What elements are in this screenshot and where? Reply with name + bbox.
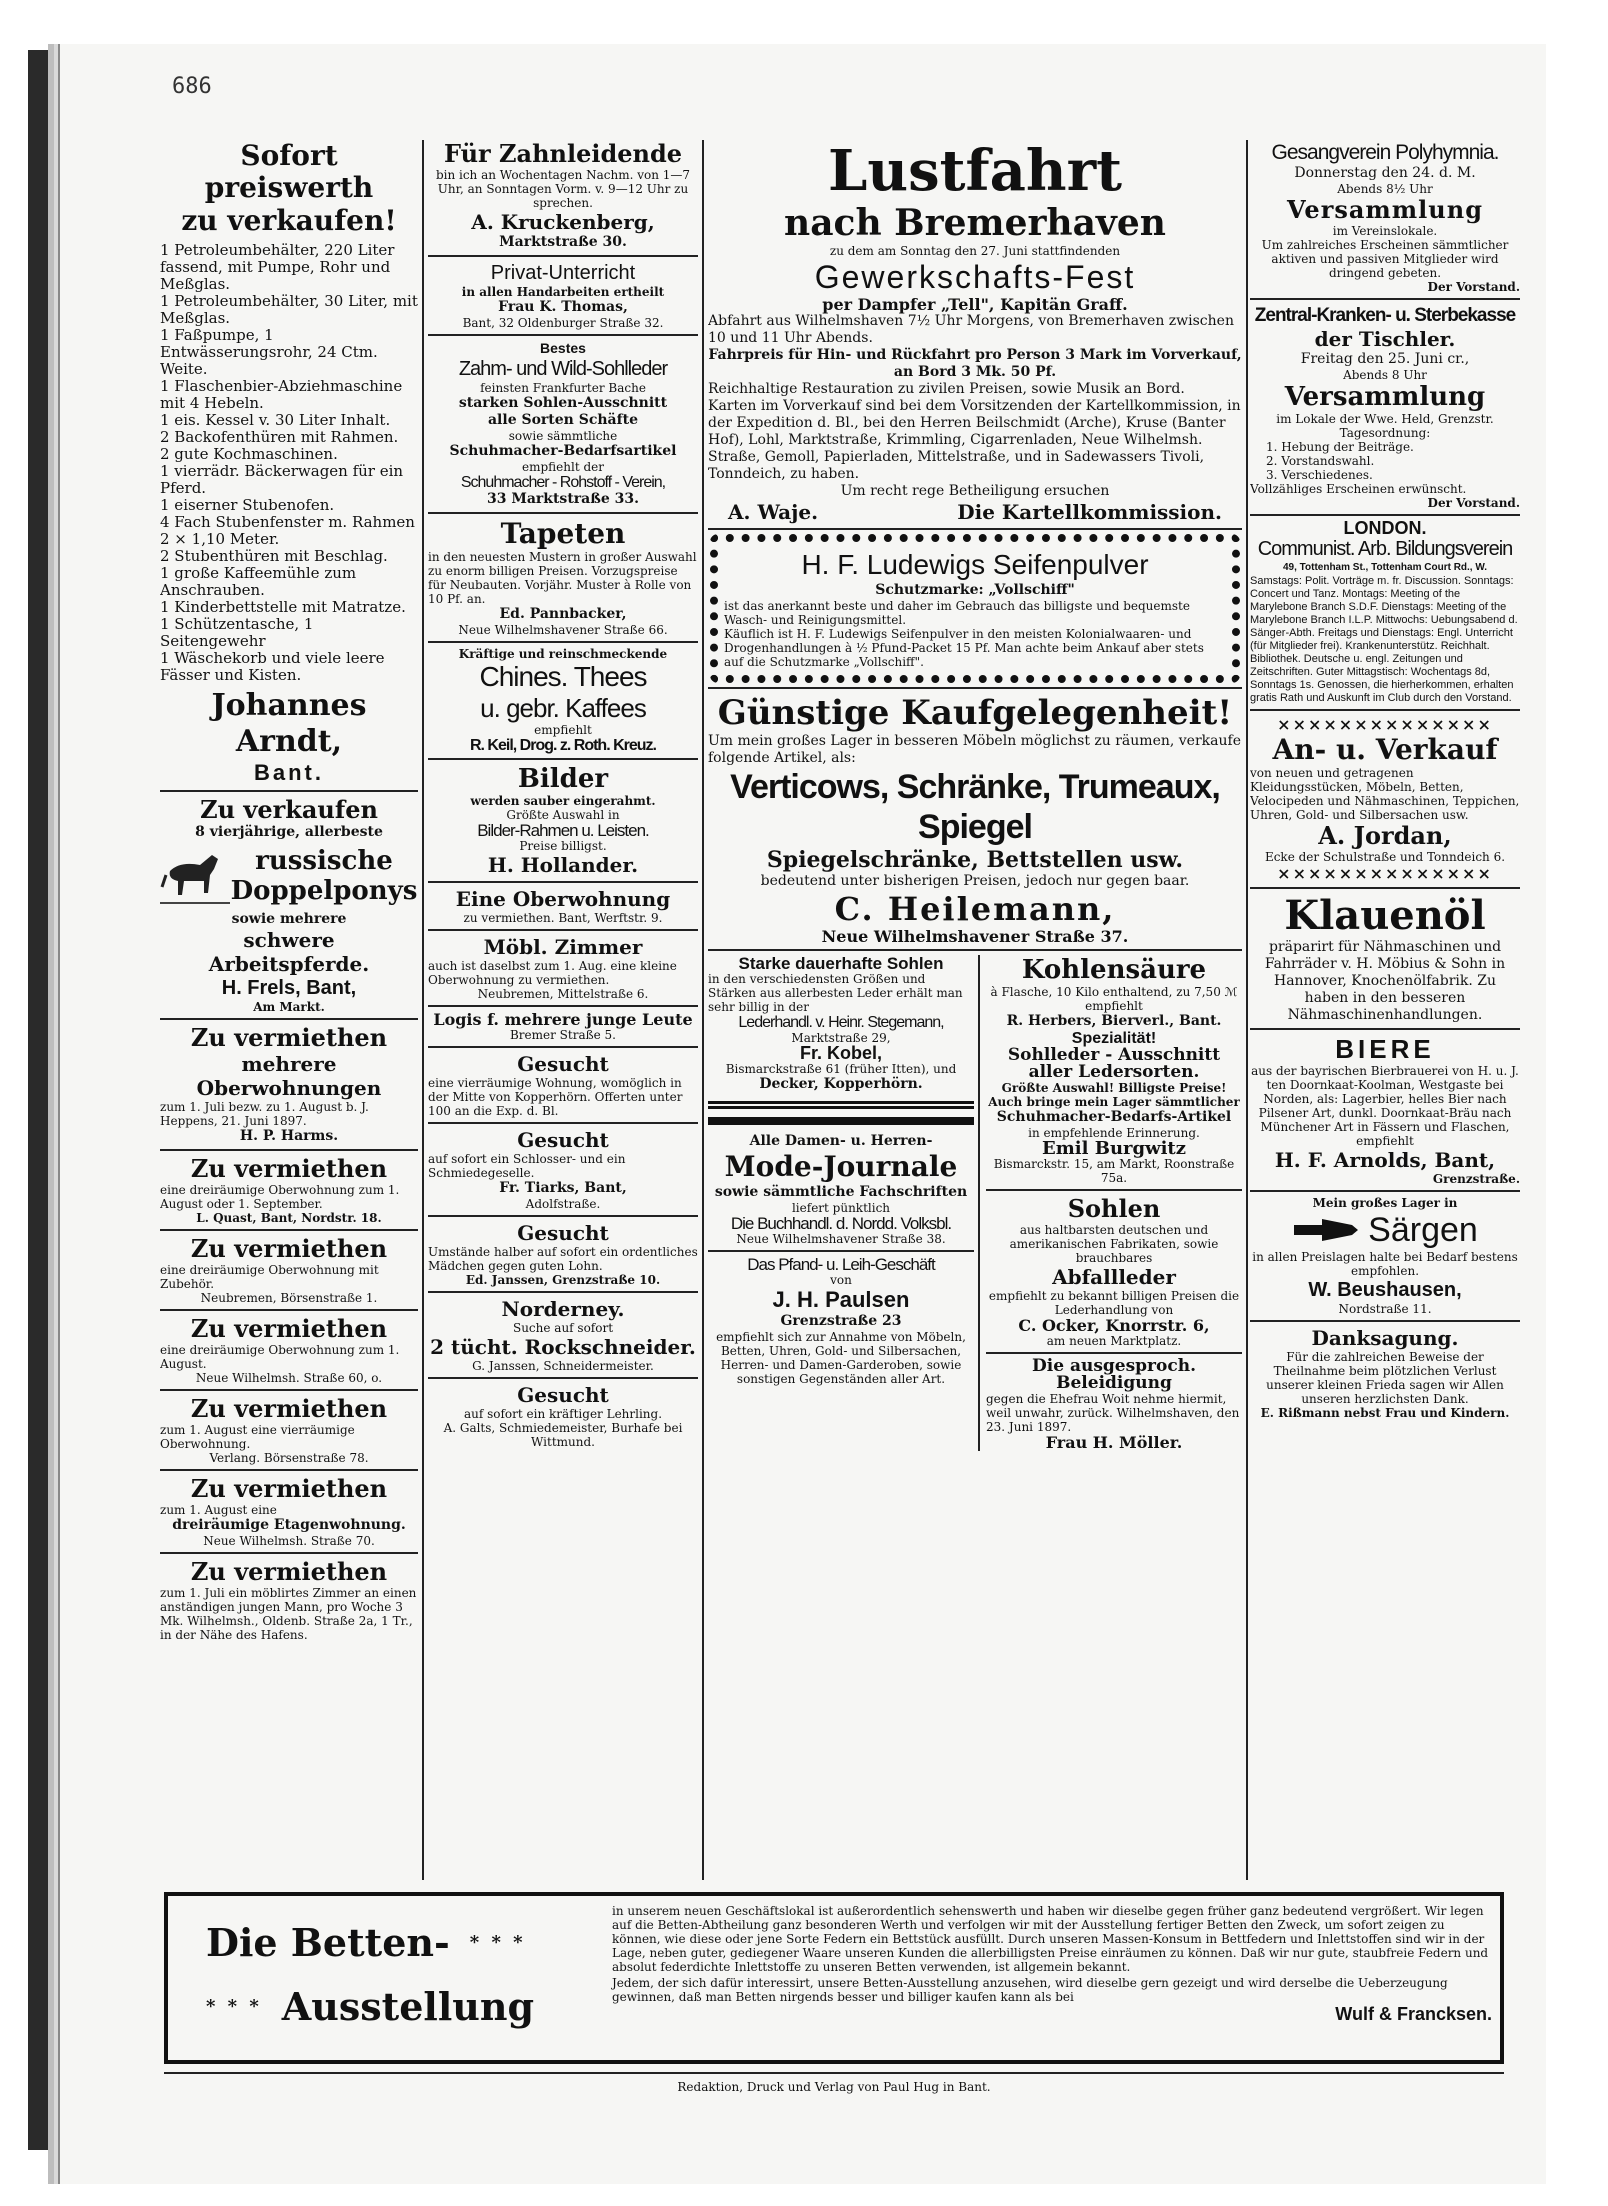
ad-heading: Kohlensäure (1021, 955, 1207, 985)
ad-signer: C. Heilemann, (834, 890, 1116, 928)
footer-ad-title: Ausstellung (281, 1984, 535, 2029)
footer-ad-title-block (176, 1904, 606, 2052)
ad-signer: Ed. Janssen, Grenzstraße 10. (465, 1273, 661, 1287)
ad-text: Grenzstraße 23 (780, 1313, 902, 1329)
ad-text: Um mein großes Lager in besseren Möbeln möglichst zu räumen, verkaufe folgende Artikel, als: (708, 733, 1241, 766)
list-item: 1 große Kaffeemühle zum Anschrauben. (160, 564, 357, 599)
ad-addr: Bremer Straße 5. (509, 1028, 616, 1042)
divider-bar (708, 1101, 974, 1109)
ad-text: Vollzähliges Erscheinen erwünscht. (1250, 482, 1467, 496)
list-item: 1 eiserner Stubenofen. (160, 496, 335, 514)
ad-text: alle Sorten Schäfte (487, 412, 639, 428)
ad-text: von neuen und getragenen Kleidungsstücken, Möbeln, Betten, Velocipeden und Nähmaschinen, Teppichen, Uhren, Gold- und Silbersachen usw. (1250, 766, 1520, 822)
list-item: 1 Kinderbettstelle mit Matratze. (160, 598, 406, 616)
column-4 (1250, 140, 1520, 1880)
ad-signer: L. Quast, Bant, Nordstr. 18. (196, 1211, 382, 1225)
ad-subheading: nach Bremerhaven (784, 202, 1166, 244)
ad-text: Reichhaltige Restauration zu zivilen Preisen, sowie Musik an Bord. (708, 381, 1185, 397)
ad-text: empfiehlt zu bekannt billigen Preisen die Lederhandlung von (988, 1289, 1240, 1317)
ad-signer: Verlang. Börsenstraße 78. (209, 1451, 369, 1465)
ad-text: zum 1. Juli bezw. zu 1. August b. J. Heppens, 21. Juni 1897. (160, 1100, 369, 1128)
horse-icon (160, 841, 230, 911)
ad-text: Suche auf sofort (512, 1321, 614, 1335)
ad-text: aller Ledersorten. (1028, 1062, 1200, 1082)
ad-text: in unserem neuen Geschäftslokal ist außerordentlich sehenswerth und haben wir dieselbe gegen früher ganz bedeutend vergrößert. Wir legen auf die Betten-Abtheilung ganz besonderen Werth und verfolgen wir mit der Ausstellung fertiger Betten den Zweck, um sofort zeigen zu können, wie diese oder jene Sorte Federn ein Bettstück ausfüllt. Durch unseren Massen-Konsum in Bettfedern und Inlettstoffen sind wir in der Lage, neben guter, gediegener Waare unseren Kunden die allerbilligsten Preise einräumen zu können. Daß wir nur gute, staubfreie Federn und absolut federdichte Inlettstoffe zu unseren Betten verwenden, ist allgemein bekannt. (612, 1904, 1489, 1974)
ad-text: gegen die Ehefrau Woit nehme hiermit, weil unwahr, zurück. Wilhelmshaven, den 23. Juni 1897. (986, 1392, 1240, 1434)
ad-signer: H. P. Harms. (239, 1128, 339, 1144)
list-item: 1 eis. Kessel v. 30 Liter Inhalt. (160, 411, 391, 429)
ad-text: Größte Auswahl! Billigste Preise! (1001, 1081, 1227, 1095)
ad-signer: G. Janssen, Schneidermeister. (472, 1359, 654, 1373)
ad-title: Verticows, Schränke, Trumeaux, Spiegel (730, 768, 1220, 846)
ad-text: Schuhmacher-Bedarfs-Artikel (996, 1109, 1232, 1125)
imprint: Redaktion, Druck und Verlag von Paul Hug in Bant. (677, 2080, 991, 2094)
ad-text: eine dreiräumige Oberwohnung mit Zubehör. (160, 1263, 379, 1291)
ad-text: in allen Handarbeiten ertheilt (461, 285, 665, 299)
list-item: 1 Flaschenbier-Abziehmaschine mit 4 Hebeln. (160, 377, 403, 412)
pointing-hand-icon (1292, 1215, 1362, 1245)
ad-text: sowie sämmtliche (508, 429, 618, 443)
ad-pony-block (160, 841, 418, 911)
ad-text: Abends 8 Uhr (1343, 368, 1427, 382)
ad-addr: Marktstraße 30. (499, 234, 627, 250)
ad-addr: Neue Wilhelmshavener Straße 66. (458, 623, 668, 637)
ad-text: auch ist daselbst zum 1. Aug. eine kleine Oberwohnung zu vermiethen. (428, 959, 677, 987)
ad-addr: Nordstraße 11. (1338, 1302, 1432, 1316)
ad-title: Versammlung (1284, 382, 1486, 412)
ad-text: schwere Arbeitspferde. (208, 928, 370, 976)
ad-text: Neue Wilhelmshavener Straße 38. (736, 1232, 946, 1246)
ad-signer: Frau H. Möller. (1045, 1433, 1183, 1452)
ad-list-item: 2. Vorstandswahl. (1266, 454, 1375, 468)
ad-heading: Gesucht (517, 1383, 609, 1407)
ad-heading: Spezialität! (1071, 1030, 1157, 1047)
subcolumn-left (708, 955, 980, 1451)
ad-heading: Zu vermiethen (190, 1474, 388, 1503)
ad-title: Versammlung (1287, 195, 1483, 224)
ad-signer: E. Rißmann nebst Frau und Kindern. (1260, 1406, 1510, 1420)
ad-heading: Bestes (540, 340, 586, 356)
ad-text: Schutzmarke: „Vollschiff" (875, 582, 1075, 598)
ad-heading: Die ausgesproch. Beleidigung (1032, 1356, 1196, 1393)
list-item: 4 Fach Stubenfenster m. Rahmen 2 × 1,10 Meter. (160, 513, 415, 548)
ad-title: Zahm- und Wild-Sohlleder (458, 358, 668, 380)
ad-heading: BIERE (1335, 1034, 1435, 1064)
ad-text: empfiehlt sich zur Annahme von Möbeln, Betten, Uhren, Gold- und Silbersachen, Herren- und Damen-Garderoben, sowie sonstigen Gegenständen aller Art. (716, 1330, 966, 1386)
imprint-rule (164, 2072, 1504, 2074)
ad-text: Spiegelschränke, Bettstellen usw. (766, 847, 1184, 873)
ad-text: Decker, Kopperhörn. (759, 1076, 923, 1092)
ad-addr: Bant, 32 Oldenburger Straße 32. (462, 316, 664, 330)
ad-heading: Starke dauerhafte Sohlen (738, 954, 944, 973)
ad-text: Fahrpreis für Hin- und Rückfahrt pro Person 3 Mark im Vorverkauf, an Bord 3 Mk. 50 Pf. (708, 347, 1242, 380)
ad-signer: C. Ocker, Knorrstr. 6, (1018, 1316, 1210, 1335)
ad-title: Gewerkschafts-Fest (814, 259, 1136, 295)
ad-addr: Adolfstraße. (525, 1197, 601, 1211)
ad-text: präparirt für Nähmaschinen und Fahrräder v. H. Möbius & Sohn in Hannover, Knochenölfabrik. Zu haben in den besseren Nähmaschinenhandlungen. (1264, 939, 1506, 1023)
ad-text: Um zahlreiches Erscheinen sämmtlicher aktiven und passiven Mitglieder wird dringend gebeten. (1261, 238, 1509, 280)
ad-signer: Der Vorstand. (1427, 496, 1520, 510)
footer-ad (164, 1892, 1504, 2064)
ad-text: feinsten Frankfurter Bache (480, 381, 646, 395)
ad-heading: Bilder (517, 764, 609, 794)
decorative-border: ×××××××××××××× (1277, 715, 1493, 734)
subcolumn-right (980, 955, 1242, 1451)
ad-heading: Zu vermiethen (190, 1234, 388, 1263)
ad-heading: Das Pfand- u. Leih-Geschäft (747, 1255, 935, 1274)
ad-signer: H. Frels, Bant, (221, 977, 357, 999)
ad-text: Abfallleder (1052, 1265, 1176, 1289)
ad-text: in den verschiedensten Größen und Stärken aus allerbesten Leder erhält man sehr billig in der (708, 972, 963, 1014)
column-2 (428, 140, 698, 1880)
ad-text: sowie mehrere (231, 911, 347, 927)
list-item: 1 Faßpumpe, 1 Entwässerungsrohr, 24 Ctm. Weite. (160, 326, 378, 378)
ad-text: per Dampfer „Tell", Kapitän Graff. (822, 295, 1128, 314)
ad-heading: Gesangverein Polyhymnia. (1271, 141, 1499, 164)
ad-addr: 49, Tottenham St., Tottenham Court Rd., W. (1282, 562, 1488, 573)
ad-heading: Privat-Unterricht (490, 262, 636, 284)
ad-text: Donnerstag den 24. d. M. (1294, 165, 1476, 181)
list-item: 1 Wäschekorb und viele leere Fässer und Kisten. (160, 649, 385, 684)
column-1 (160, 140, 418, 1880)
ad-text: eine dreiräumige Oberwohnung zum 1. August. (160, 1343, 400, 1371)
ad-signer: A. Waje. (728, 500, 819, 524)
ad-text: zu vermiethen. Bant, Werftstr. 9. (463, 911, 663, 925)
ad-signer: Schuhmacher - Rohstoff - Verein, (460, 474, 666, 491)
decorative-stars: * * * (206, 1996, 262, 2017)
footer-ad-body (606, 1904, 1492, 2052)
ad-signer: Neubremen, Börsenstraße 1. (200, 1291, 378, 1305)
ad-signer: R. Keil, Drog. z. Roth. Kreuz. (469, 737, 656, 754)
ad-signer: Johannes Arndt, (211, 688, 367, 759)
ad-heading: Gesucht (517, 1128, 609, 1152)
ad-text: 8 vierjährige, allerbeste (195, 824, 383, 840)
list-item: 2 Backofenthüren mit Rahmen. (160, 428, 399, 446)
ad-text: werden sauber eingerahmt. (470, 794, 656, 808)
ad-signer: Wulf & Francksen. (1335, 2004, 1492, 2024)
ad-text: Mein großes Lager in (1312, 1196, 1458, 1210)
ad-text: à Flasche, 10 Kilo enthaltend, zu 7,50 ℳ empfiehlt (990, 985, 1238, 1013)
decorative-stars: * * * (469, 1932, 526, 1953)
column-rule (1246, 140, 1248, 1880)
ad-heading: Für Zahnleidende (443, 140, 683, 168)
ad-text: russische (255, 846, 393, 876)
ad-addr: 33 Marktstraße 33. (486, 491, 640, 507)
ad-text: Alle Damen- u. Herren- (749, 1133, 933, 1149)
ad-heading: Zentral-Kranken- u. Sterbekasse (1254, 305, 1516, 326)
ad-addr: Neubremen, Mittelstraße 6. (477, 987, 649, 1001)
ad-text: zu dem am Sonntag den 27. Juni stattfindenden (829, 244, 1121, 258)
ad-text: Freitag den 25. Juni cr., (1300, 351, 1470, 367)
column-rule (702, 140, 704, 1880)
ad-text: aus der bayrischen Bierbrauerei von H. u. J. ten Doornkaat-Koolman, Westgaste bei Norden, als: Lagerbier, helles Bier nach Pilsener Art, dunkl. Doornkaat-Bräu nach Münchener Art in Fässern und Flaschen, empfiehlt (1251, 1064, 1519, 1148)
ad-text: Größte Auswahl in (506, 808, 620, 822)
ad-heading: Zu verkaufen (200, 795, 378, 824)
ad-signer: W. Beushausen, (1308, 1279, 1462, 1301)
ad-text: der Tischler. (1314, 327, 1456, 351)
ad-text: empfiehlt (534, 723, 592, 737)
list-item: 1 vierrädr. Bäckerwagen für ein Pferd. (160, 462, 404, 497)
ad-addr: Bismarckstr. 15, am Markt, Roonstraße 75a. (993, 1157, 1235, 1185)
decorative-border: ×××××××××××××× (1277, 864, 1493, 883)
ad-text: starken Sohlen-Ausschnitt (458, 395, 668, 411)
list-item: 1 Schützentasche, 1 Seitengewehr (160, 615, 314, 650)
ad-text: in empfehlende Erinnerung. (1028, 1126, 1200, 1140)
ad-text: Schuhmacher-Bedarfsartikel (449, 443, 677, 459)
soap-ad-frame (710, 534, 1240, 683)
ad-text: Fr. Kobel, (799, 1043, 882, 1063)
ad-text: Kräftige und reinschmeckende (458, 647, 668, 661)
ad-signer: Neue Wilhelmsh. Straße 70. (203, 1534, 375, 1548)
ad-signer: Die Kartellkommission. (957, 500, 1222, 524)
ad-text: im Lokale der Wwe. Held, Grenzstr. (1276, 412, 1494, 426)
list-item: 1 Petroleumbehälter, 220 Liter fassend, mit Pumpe, Rohr und Meßglas. (160, 241, 395, 293)
ad-signer: H. F. Arnolds, Bant, (1274, 1148, 1496, 1172)
ad-heading: Zu vermiethen (190, 1557, 388, 1586)
ad-title: Särgen (1368, 1211, 1478, 1249)
ad-title: Chines. Thees (479, 661, 647, 692)
ad-heading: Gesucht (517, 1052, 609, 1076)
list-item: 2 gute Kochmaschinen. (160, 445, 338, 463)
ad-text: Samstags: Polit. Vorträge m. fr. Discussion. Sonntags: Concert und Tanz. Montags: Meeting of the Marylebone Branch S.D.F. Dienstags: Meeting of the Marylebone Branch I.L.P. Mittwochs: Uebungsabend d. Sänger-Abth. Freitags und Dienstags: Engl. Unterricht (für Mitglieder frei). Krankenunterstütz. Reichhalt. Bibliothek. Deutsche u. engl. Zeitungen und Zeitschriften. Guter Mittagstisch: Wochentags 8d, Sonntags 1s. Genossen, die hierherkommen, erhalten gratis Rath und Auskunft im Club durch den Vorstand. (1250, 575, 1518, 704)
ad-heading: Logis f. mehrere junge Leute (433, 1010, 693, 1029)
ad-addr: am neuen Marktplatz. (1046, 1334, 1182, 1348)
ad-signer: Der Vorstand. (1427, 280, 1520, 294)
item-list (160, 242, 418, 684)
ad-text: Karten im Vorverkauf sind bei dem Vorsitzenden der Kartellkommission, in der Expedition d. Bl., bei den Herren Beilschmidt (Arche), Kruse (Banter Hof), Lohl, Marktstraße, Krimmling, Cigarrenladen, Neue Wilhelmsh. Straße, Gemoll, Papierladen, Mittelstraße, und in Sadewassers Tivoli, Tonndeich, zu haben. (708, 398, 1241, 482)
ad-heading: An- u. Verkauf (1272, 733, 1498, 766)
page-number: 686 (172, 74, 212, 99)
ad-text: auf sofort ein Schlosser- und ein Schmiedegeselle. (428, 1152, 626, 1180)
ad-title: u. gebr. Kaffees (480, 693, 646, 723)
ad-text: im Vereinslokale. (1332, 224, 1438, 238)
ad-heading: Norderney. (501, 1297, 625, 1321)
ad-heading: zu verkaufen! (181, 204, 397, 237)
ad-title: J. H. Paulsen (772, 1287, 910, 1312)
column-3 (708, 140, 1242, 1880)
ad-text: eine dreiräumige Oberwohnung zum 1. August oder 1. September. (160, 1183, 400, 1211)
ad-heading: Zu vermiethen (190, 1023, 388, 1052)
ad-place: Am Markt. (253, 1000, 325, 1014)
ad-text: Umstände halber auf sofort ein ordentliches Mädchen gegen guten Lohn. (428, 1245, 698, 1273)
ad-text: Auch bringe mein Lager sämmtlicher (988, 1095, 1240, 1109)
ad-text: 2 tücht. Rockschneider. (430, 1335, 696, 1359)
ad-text: Sohlleder - Ausschnitt (1007, 1045, 1221, 1065)
ad-text: in allen Preislagen halte bei Bedarf bestens empfohlen. (1252, 1250, 1518, 1278)
ad-heading: Tapeten (500, 517, 626, 550)
ad-heading: Eine Oberwohnung (455, 887, 671, 911)
footer-ad-title: Die Betten- (206, 1920, 450, 1965)
ad-text: bedeutend unter bisherigen Preisen, jedoch nur gegen baar. (760, 873, 1190, 889)
ad-text: aus haltbarsten deutschen und amerikanischen Fabrikaten, sowie brauchbares (1009, 1223, 1219, 1265)
ad-signers (708, 500, 1242, 524)
binding-edge (28, 50, 58, 2150)
ad-heading: Sohlen (1067, 1194, 1161, 1223)
ad-heading: Möbl. Zimmer (483, 935, 643, 959)
ad-text: Für die zahlreichen Beweise der Theilnahme beim plötzlichen Verlust unserer kleinen Frieda sagen wir Allen unseren herzlichsten Dank. (1266, 1350, 1504, 1406)
ad-text: sowie sämmtliche Fachschriften (714, 1184, 968, 1200)
ad-signer: Frau K. Thomas, (498, 299, 628, 315)
ad-text: Um recht rege Betheiligung ersuchen (840, 483, 1110, 499)
ad-text: Die Buchhandl. d. Nordd. Volksbl. (730, 1214, 952, 1233)
ad-text: Preise billigst. (519, 839, 607, 853)
ad-heading: Zu vermiethen (190, 1314, 388, 1343)
ad-addr: Neue Wilhelmshavener Straße 37. (821, 927, 1129, 946)
ad-heading: Zu vermiethen (190, 1394, 388, 1423)
ad-signer: H. Hollander. (487, 853, 639, 877)
ad-text: Abfahrt aus Wilhelmshaven 7½ Uhr Morgens, von Bremerhaven zwischen 10 und 11 Uhr Abends. (708, 313, 1234, 346)
ad-addr: Grenzstraße. (1432, 1172, 1520, 1186)
ad-text: Doppelponys (230, 876, 418, 906)
divider-bar (708, 1117, 974, 1125)
ad-text: dreiräumige Etagenwohnung. (172, 1517, 406, 1533)
ad-signer: Neue Wilhelmsh. Straße 60, o. (195, 1371, 383, 1385)
ad-title: Mode-Journale (724, 1150, 958, 1183)
ad-text: liefert pünktlich (791, 1201, 891, 1215)
column-rule (422, 140, 424, 1880)
ad-text: empfiehlt der (522, 460, 604, 474)
ad-heading: Klauenöl (1284, 892, 1486, 939)
ad-heading: Günstige Kaufgelegenheit! (717, 693, 1233, 733)
list-item: 2 Stubenthüren mit Beschlag. (160, 547, 388, 565)
ad-list-item: 1. Hebung der Beiträge. (1266, 440, 1414, 454)
ad-text: ist das anerkannt beste und daher im Gebrauch das billigste und bequemste Wasch- und Reinigungsmittel. (724, 599, 1190, 627)
ad-heading: Zu vermiethen (190, 1154, 388, 1183)
ad-heading: Gesucht (517, 1221, 609, 1245)
ad-signer: Fr. Tiarks, Bant, (499, 1180, 627, 1196)
ad-heading: Lustfahrt (828, 140, 1122, 204)
ad-heading: H. F. Ludewigs Seifenpulver (801, 549, 1149, 580)
ad-addr: Ecke der Schulstraße und Tonndeich 6. (1264, 850, 1506, 864)
ad-text: bin ich an Wochentagen Nachm. von 1—7 Uhr, an Sonntagen Vorm. v. 9—12 Uhr zu sprechen. (435, 168, 691, 210)
ad-coffin-block (1250, 1210, 1520, 1250)
ad-text: Lederhandl. v. Heinr. Stegemann, (738, 1014, 944, 1031)
ad-text: zum 1. August eine vierräumige Oberwohnung. (160, 1423, 355, 1451)
sub-columns (708, 955, 1242, 1451)
ad-signer: A. Galts, Schmiedemeister, Burhafe bei Wittmund. (443, 1421, 683, 1449)
ad-heading: Danksagung. (1311, 1326, 1459, 1350)
ad-list-item: 3. Verschiedenes. (1266, 468, 1373, 482)
ad-text: zum 1. Juli ein möblirtes Zimmer an einen anständigen jungen Mann, pro Woche 3 Mk. Wilhelmsh., Oldenb. Straße 2a, 1 Tr., in der Nähe des Hafens. (160, 1586, 417, 1642)
ad-text: in den neuesten Mustern in großer Auswahl zu enorm billigen Preisen. Vorzugspreise für Neubauten. Vorjähr. Muster à Rolle von 10 Pf. an. (428, 550, 697, 606)
ad-heading: Sofort preiswerth (204, 140, 374, 204)
ad-text: auf sofort ein kräftiger Lehrling. (463, 1407, 663, 1421)
ad-signer: Emil Burgwitz (1042, 1138, 1186, 1159)
ad-text: Tagesordnung: (1339, 426, 1431, 440)
ad-place: Bant. (254, 760, 324, 785)
ad-text: Bilder-Rahmen u. Leisten. (477, 821, 649, 840)
ad-text: Abends 8½ Uhr (1337, 182, 1433, 196)
ad-signer: Ed. Pannbacker, (499, 606, 627, 622)
ad-text: mehrere Oberwohnungen (196, 1052, 382, 1100)
ad-heading: LONDON. (1343, 518, 1427, 538)
ad-text: Bismarckstraße 61 (früher Itten), und (725, 1062, 957, 1076)
ad-text: Käuflich ist H. F. Ludewigs Seifenpulver in den meisten Kolonialwaaren- und Drogenhandlungen à ½ Pfund-Packet 15 Pf. Man achte beim Ankauf aber stets auf die Schutzmarke „Vollschiff". (724, 627, 1204, 669)
ad-signer: A. Kruckenberg, (471, 210, 655, 234)
ad-signer: A. Jordan, (1318, 821, 1452, 850)
ad-text: eine vierräumige Wohnung, womöglich in der Mitte von Kopperhörn. Offerten unter 100 an die Exp. d. Bl. (428, 1076, 683, 1118)
ad-text: Marktstraße 29, (791, 1031, 891, 1045)
ad-text: Jedem, der sich dafür interessirt, unsere Betten-Ausstellung anzusehen, wird dieselbe gern gezeigt und wird derselbe die Ueberzeugung gewinnen, daß man Betten nirgends besser und billiger kaufen kann als bei (612, 1976, 1448, 2004)
ad-text: von (830, 1273, 852, 1287)
list-item: 1 Petroleumbehälter, 30 Liter, mit Meßglas. (160, 292, 418, 327)
ad-title: Communist. Arb. Bildungsverein (1257, 538, 1513, 560)
ad-signer: R. Herbers, Bierverl., Bant. (1006, 1013, 1222, 1029)
ad-text: zum 1. August eine (160, 1503, 277, 1517)
